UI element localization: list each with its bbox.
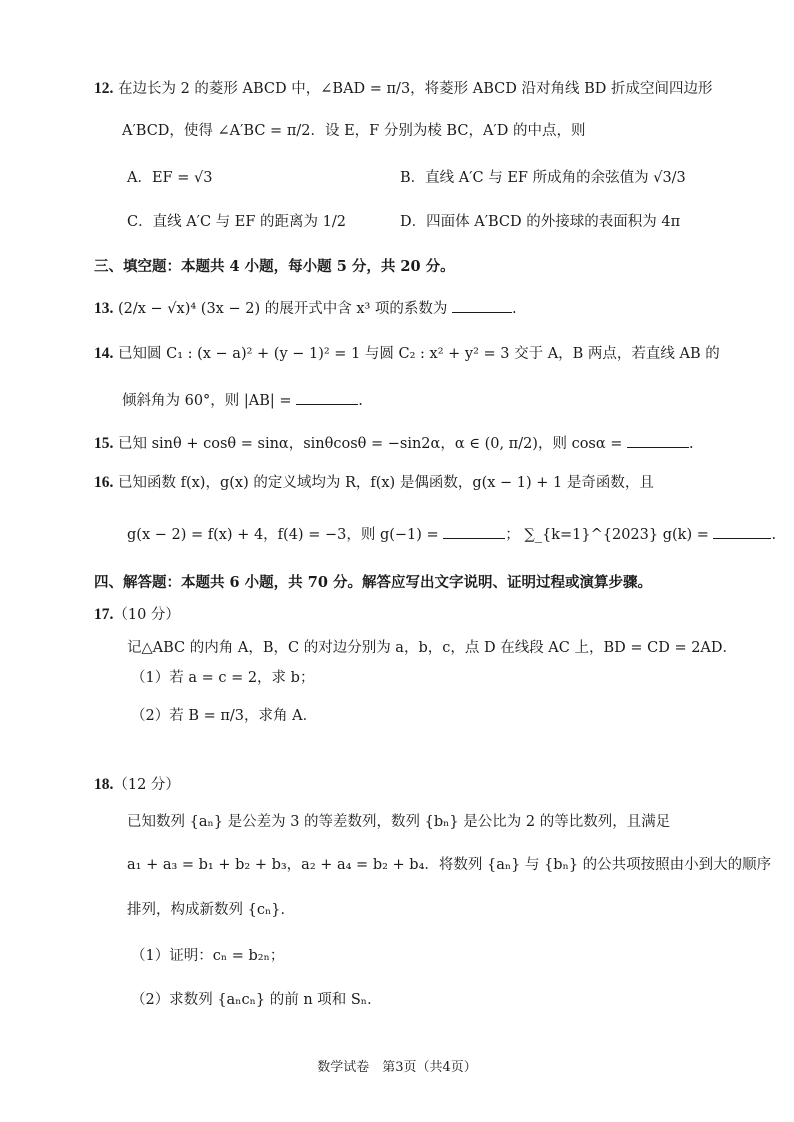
question-stem-line: 在边长为 2 的菱形 ABCD 中，∠BAD = π/3，将菱形 ABCD 沿对角线 BD 折成空间四边形 <box>117 81 713 97</box>
question-stem-line: 已知圆 C₁ : (x − a)² + (y − 1)² = 1 与圆 C₂ : x² + y² = 3 交于 A，B 两点，若直线 AB 的 <box>117 346 720 362</box>
answer-blank-1[interactable] <box>443 524 505 539</box>
question-15: 15. 已知 sinθ + cosθ = sinα，sinθcosθ = −sin2α，α ∈ (0, π/2)，则 cosα = . <box>94 435 694 452</box>
answer-blank[interactable] <box>296 390 358 405</box>
question-number: 17. <box>94 606 114 623</box>
option-b: B．直线 A′C 与 EF 所成角的余弦值为 √3/3 <box>400 170 686 186</box>
question-number: 14. <box>94 345 114 362</box>
answer-blank-2[interactable] <box>713 524 771 539</box>
section-heading: 四、解答题：本题共 6 小题，共 70 分。解答应写出文字说明、证明过程或演算步骤。 <box>94 574 652 591</box>
option-c: C．直线 A′C 与 EF 的距离为 1/2 <box>127 214 346 230</box>
exam-page: 12. 在边长为 2 的菱形 ABCD 中，∠BAD = π/3，将菱形 ABCD 沿对角线 BD 折成空间四边形 A′BCD，使得 ∠A′BC = π/2．设 E，F 分别为棱 BC，A′D 的中点，则 A．EF = √3 B．直线 A′C 与 EF 所成角的余弦值为 √3/3 C．直线 A′C 与 EF 的距离为 1/2 D．四面体 A′BCD 的外接球的表面积为 4π 三、填空题：本题共 4 小题，每小题 5 分，共 20 分。 13. (2/x − √x)⁴ (3x − 2) 的展开式中含 x³ 项的系数为 . 14. 已知圆 C₁ : (x − a)² + (y − 1)² = 1 与圆 C₂ : x² + y² = 3 交于 A，B 两点，若直线 AB 的 倾斜角为 60°，则 |AB| = . 15. 已知 sinθ + cosθ = sinα，sinθcosθ = −sin2α，α ∈ (0, π/2)，则 cosα = . 16. 已知函数 f(x)，g(x) 的定义域均为 R，f(x) 是偶函数，g(x − 1) + 1 是奇函数，且 g(x − 2) = f(x) + 4，f(4) = −3，则 g(−1) = ； ∑_{k=1}^{2023} g(k) = . 四、解答题：本题共 6 小题，共 70 分。解答应写出文字说明、证明过程或演算步骤。 17.（10 分） 记△ABC 的内角 A，B，C 的对边分别为 a，b，c，点 D 在线段 AC 上，BD = CD = 2AD． （1）若 a = c = 2，求 b； （2）若 B = π/3，求角 A． 18.（12 分） 已知数列 {aₙ} 是公差为 3 的等差数列，数列 {bₙ} 是公比为 2 的等比数列，且满足 a₁ + a₃ = b₁ + b₂ + b₃，a₂ + a₄ = b₂ + b₄．将数列 {aₙ} 与 {bₙ} 的公共项按照由小到大的顺序 排列，构成新数列 {cₙ}． （1）证明：cₙ = b₂ₙ； （2）求数列 {aₙcₙ} 的前 n 项和 Sₙ． 数学试卷 第3页（共4页） <box>0 0 794 1122</box>
question-number: 16. <box>94 474 114 491</box>
question-stem-line: a₁ + a₃ = b₁ + b₂ + b₃，a₂ + a₄ = b₂ + b₄．将数列 {aₙ} 与 {bₙ} 的公共项按照由小到大的顺序 <box>127 857 772 873</box>
answer-blank[interactable] <box>452 298 512 313</box>
question-stem: (2/x − √x)⁴ (3x − 2) 的展开式中含 x³ 项的系数为 <box>117 301 448 317</box>
question-number: 13. <box>94 300 114 317</box>
option-d: D．四面体 A′BCD 的外接球的表面积为 4π <box>400 214 681 230</box>
question-stem-line: 倾斜角为 60°，则 |AB| = <box>122 393 292 409</box>
question-13: 13. (2/x − √x)⁴ (3x − 2) 的展开式中含 x³ 项的系数为 . <box>94 300 517 317</box>
page-footer: 数学试卷 第3页（共4页） <box>317 1060 477 1075</box>
section-heading: 三、填空题：本题共 4 小题，每小题 5 分，共 20 分。 <box>94 258 455 275</box>
question-number: 18. <box>94 776 114 793</box>
sub-question-1: （1）证明：cₙ = b₂ₙ； <box>131 948 285 964</box>
sub-question-2: （2）若 B = π/3，求角 A． <box>131 708 318 724</box>
question-stem-line: g(x − 2) = f(x) + 4，f(4) = −3，则 g(−1) = <box>127 527 439 543</box>
question-stem-line: 已知函数 f(x)，g(x) 的定义域均为 R，f(x) 是偶函数，g(x − 1) + 1 是奇函数，且 <box>117 475 654 491</box>
question-stem: 已知 sinθ + cosθ = sinα，sinθcosθ = −sin2α，α ∈ (0, π/2)，则 cosα = <box>117 436 623 452</box>
question-stem-line: A′BCD，使得 ∠A′BC = π/2．设 E，F 分别为棱 BC，A′D 的中点，则 <box>122 123 586 139</box>
score: （12 分） <box>113 777 180 793</box>
score: （10 分） <box>113 607 180 623</box>
sub-question-1: （1）若 a = c = 2，求 b； <box>131 670 315 686</box>
question-stem-line: 已知数列 {aₙ} 是公差为 3 的等差数列，数列 {bₙ} 是公比为 2 的等比数列，且满足 <box>127 814 671 830</box>
question-number: 15. <box>94 435 114 452</box>
question-stem: 记△ABC 的内角 A，B，C 的对边分别为 a，b，c，点 D 在线段 AC 上，BD = CD = 2AD． <box>127 640 738 656</box>
sub-question-2: （2）求数列 {aₙcₙ} 的前 n 项和 Sₙ． <box>131 992 382 1008</box>
question-number: 12. <box>94 80 114 97</box>
question-stem-line: 排列，构成新数列 {cₙ}． <box>127 902 295 918</box>
option-a: A．EF = √3 <box>127 170 213 186</box>
answer-blank[interactable] <box>627 433 689 448</box>
summation-expression: ∑_{k=1}^{2023} g(k) = <box>524 527 709 543</box>
